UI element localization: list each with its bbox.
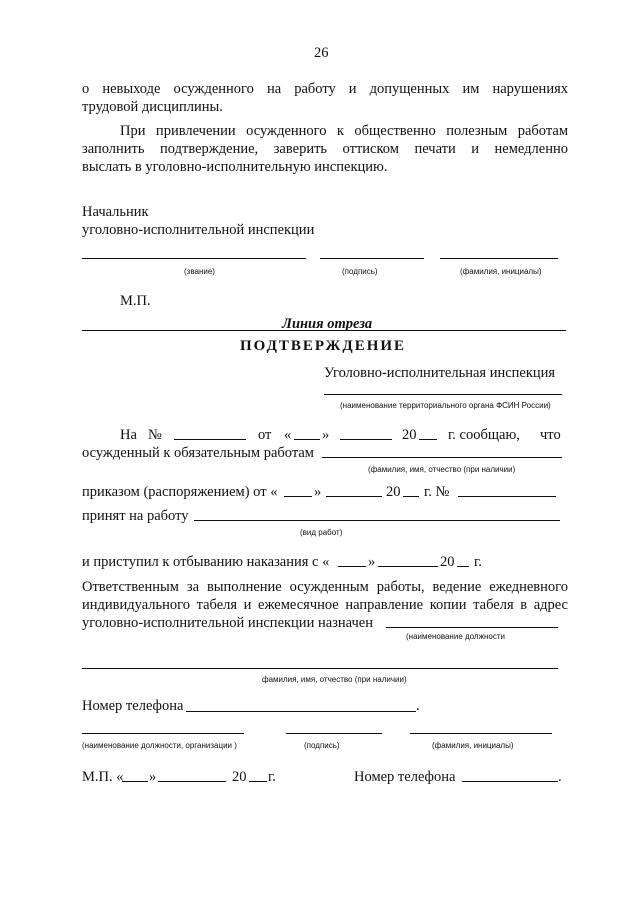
day-line (294, 439, 320, 440)
chief-title: Начальник (82, 204, 149, 220)
order-month-line (326, 496, 382, 497)
resp-line-3: уголовно-исполнительной инспекции назначен (82, 615, 373, 631)
hired-line (194, 520, 560, 521)
name-caption: (фамилия, инициалы) (460, 267, 542, 276)
cut-line-label: Линия отреза (282, 316, 373, 332)
started-month-line (378, 566, 438, 567)
mp-day-line (122, 781, 148, 782)
phone-line (186, 711, 416, 712)
month-line (340, 439, 392, 440)
position-caption: (наименование должности (406, 632, 505, 641)
intro-line-1: о невыходе осужденного на работу и допущенных им нарушениях (82, 81, 568, 97)
order-number-line (458, 496, 556, 497)
signature-caption-2: (подпись) (304, 741, 340, 750)
chief-title-2: уголовно-исполнительной инспекции (82, 222, 315, 238)
stamp-mark: М.П. (120, 293, 151, 309)
mp-year-line (249, 781, 267, 782)
signature-line (320, 258, 424, 259)
started-g: г. (474, 554, 482, 570)
started-year-line (457, 566, 469, 567)
rank-caption: (звание) (184, 267, 215, 276)
fio-caption-2: фамилия, имя, отчество (при наличии) (262, 675, 407, 684)
phone2-label: Номер телефона (354, 769, 456, 785)
name-caption-2: (фамилия, инициалы) (432, 741, 514, 750)
resp-line-1: Ответственным за выполнение осужденным работы, ведение ежедневного (82, 579, 568, 595)
phone2-line (462, 781, 558, 782)
signature-caption: (подпись) (342, 267, 378, 276)
phone-period: . (416, 698, 420, 714)
convicted-label: осужденный к обязательным работам (82, 445, 314, 461)
mp-quote: » (149, 769, 157, 785)
mp-prefix: М.П. « (82, 769, 124, 785)
started-prefix: и приступил к отбыванию наказания с « (82, 554, 330, 570)
pos-org-line (82, 733, 244, 734)
name-line-2 (410, 733, 552, 734)
number-sign: № (148, 427, 162, 443)
year-line (419, 439, 437, 440)
intro-line-2: трудовой дисциплины. (82, 99, 223, 115)
na-word: На (120, 427, 137, 443)
order-year: 20 (386, 484, 401, 500)
name-line (440, 258, 558, 259)
confirmation-heading: ПОДТВЕРЖДЕНИЕ (240, 338, 407, 354)
g-soobschayu: г. сообщаю, (448, 427, 520, 443)
agency-line (324, 394, 562, 395)
intro-line-5: выслать в уголовно-исполнительную инспекцию. (82, 159, 388, 175)
quote-close: » (322, 427, 330, 443)
agency-name: Уголовно-исполнительная инспекция (324, 365, 556, 381)
position-line (386, 627, 558, 628)
convicted-line (322, 457, 562, 458)
pos-org-caption: (наименование должности, организации ) (82, 741, 237, 750)
ot-word: от (258, 427, 272, 443)
page-number: 26 (314, 45, 329, 61)
mp-month-line (158, 781, 226, 782)
order-quote: » (314, 484, 322, 500)
hired-label: принят на работу (82, 508, 189, 524)
rank-line (82, 258, 306, 259)
quote-open: « (284, 427, 292, 443)
intro-line-4: заполнить подтверждение, заверить оттиском печати и немедленно (82, 141, 568, 157)
started-year: 20 (440, 554, 455, 570)
mp-year: 20 (232, 769, 247, 785)
order-day-line (284, 496, 312, 497)
fio-caption: (фамилия, имя, отчество (при наличии) (368, 465, 516, 474)
intro-line-3: При привлечении осужденного к общественно полезным работам (120, 123, 568, 139)
signature-line-2 (286, 733, 382, 734)
order-g-no: г. № (424, 484, 450, 500)
cut-line (82, 330, 566, 331)
started-day-line (338, 566, 366, 567)
chto-word: что (540, 427, 561, 443)
number-line (174, 439, 246, 440)
mp-g: г. (268, 769, 276, 785)
order-year-line (403, 496, 419, 497)
resp-line-2: индивидуального табеля и ежемесячное направление копии табеля в адрес (82, 597, 568, 613)
agency-caption: (наименование территориального органа ФСИН России) (340, 401, 551, 410)
started-quote: » (368, 554, 376, 570)
phone-label: Номер телефона (82, 698, 184, 714)
fio-line-2 (82, 668, 558, 669)
work-caption: (вид работ) (300, 528, 343, 537)
order-prefix: приказом (распоряжением) от « (82, 484, 278, 500)
year-prefix: 20 (402, 427, 417, 443)
phone2-period: . (558, 769, 562, 785)
